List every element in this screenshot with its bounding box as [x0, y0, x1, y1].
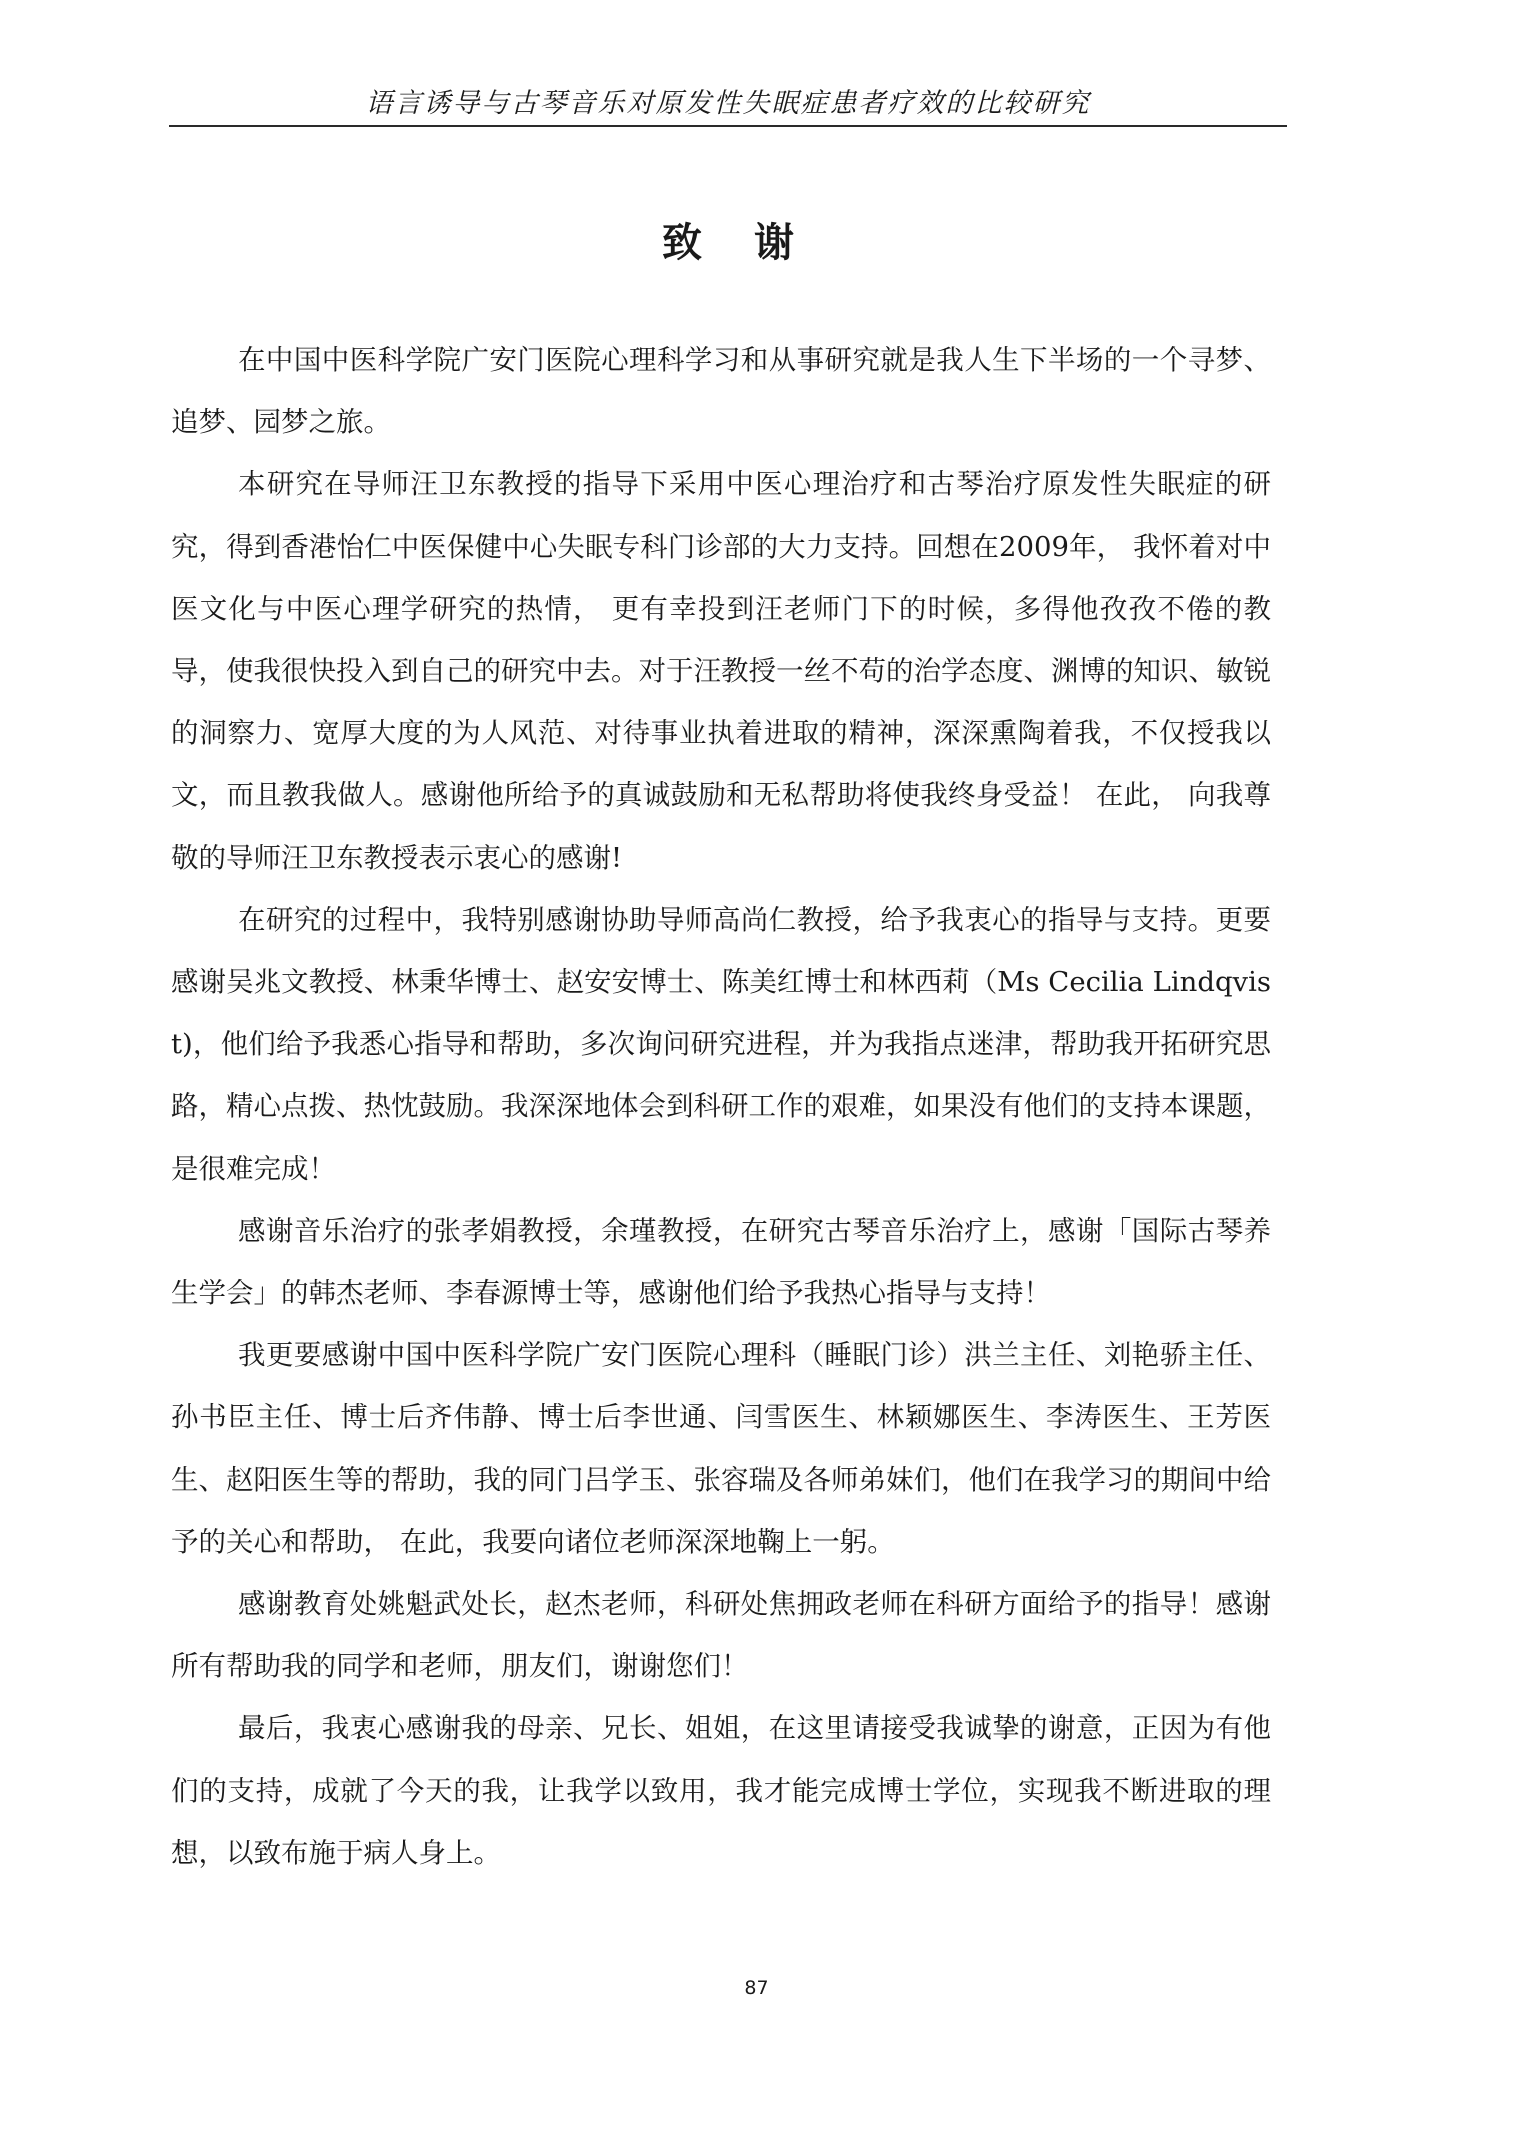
paragraph-3: 在研究的过程中，我特别感谢协助导师高尚仁教授，给予我衷心的指导与支持。更要感谢吴兆文教授、林秉华博士、赵安安博士、陈美红博士和林西莉（Ms Cecilia Lindqvist)，他们给予我悉心指导和帮助，多次询问研究进程，并为我指点迷津，帮助我开拓研究思路，精心点拨、热忱鼓励。我深深地体会到科研工作的艰难，如果没有他们的支持本课题，是很难完成！	[171, 903, 1271, 1185]
acknowledgement-body	[171, 329, 1271, 1884]
paragraph-4: 感谢音乐治疗的张孝娟教授，余瑾教授，在研究古琴音乐治疗上，感谢「国际古琴养生学会」的韩杰老师、李春源博士等，感谢他们给予我热心指导与支持！	[171, 1214, 1271, 1310]
paragraph-6: 感谢教育处姚魁武处长，赵杰老师，科研处焦拥政老师在科研方面给予的指导！感谢所有帮助我的同学和老师，朋友们，谢谢您们！	[171, 1588, 1271, 1683]
page-number: 87	[744, 1977, 769, 1999]
running-header: 语言诱导与古琴音乐对原发性失眠症患者疗效的比较研究	[365, 88, 1091, 119]
header-rule	[169, 125, 1287, 127]
page-title: 致谢	[662, 219, 846, 266]
paragraph-7: 最后，我衷心感谢我的母亲、兄长、姐姐，在这里请接受我诚挚的谢意，正因为有他们的支持，成就了今天的我，让我学以致用，我才能完成博士学位，实现我不断进取的理想，以致布施于病人身上。	[171, 1712, 1271, 1869]
paragraph-1: 在中国中医科学院广安门医院心理科学习和从事研究就是我人生下半场的一个寻梦、追梦、园梦之旅。	[171, 344, 1271, 439]
paragraph-5: 我更要感谢中国中医科学院广安门医院心理科（睡眠门诊）洪兰主任、刘艳骄主任、孙书臣主任、博士后齐伟静、博士后李世通、闫雪医生、林颖娜医生、李涛医生、王芳医生、赵阳医生等的帮助，我的同门吕学玉、张容瑞及各师弟妹们，他们在我学习的期间中给予的关心和帮助， 在此，我要向诸位老师深深地鞠上一躬。	[171, 1339, 1271, 1558]
paragraph-2: 本研究在导师汪卫东教授的指导下采用中医心理治疗和古琴治疗原发性失眠症的研究，得到香港怡仁中医保健中心失眠专科门诊部的大力支持。回想在2009年， 我怀着对中医文化与中医心理学研究的热情， 更有幸投到汪老师门下的时候，多得他孜孜不倦的教导，使我很快投入到自己的研究中去。对于汪教授一丝不苟的治学态度、渊博的知识、敏锐的洞察力、宽厚大度的为人风范、对待事业执着进取的精神，深深熏陶着我，不仅授我以文，而且教我做人。感谢他所给予的真诚鼓励和无私帮助将使我终身受益！ 在此， 向我尊敬的导师汪卫东教授表示衷心的感谢!	[171, 468, 1271, 874]
